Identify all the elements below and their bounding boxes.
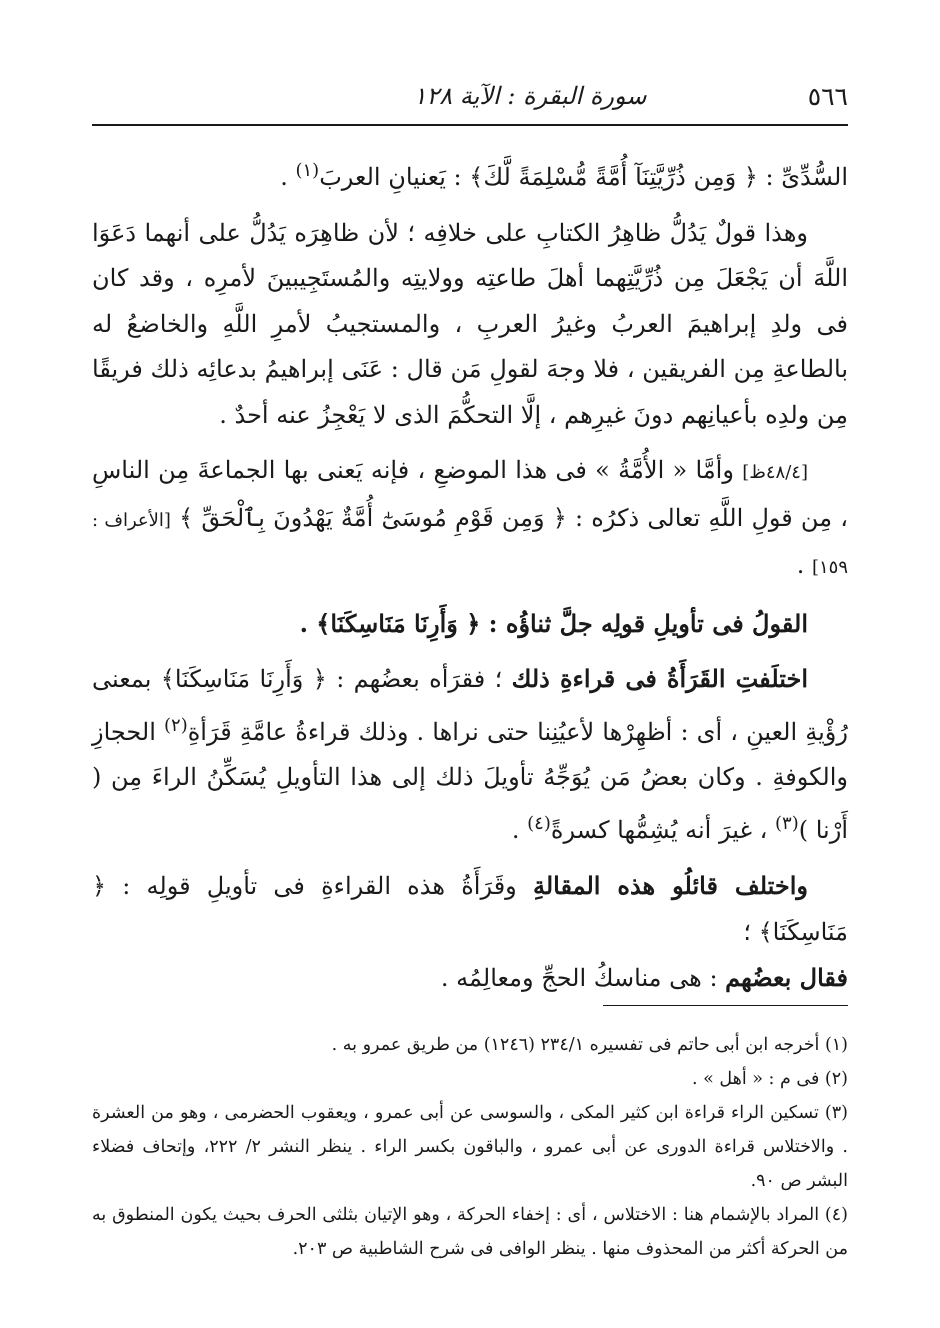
paragraph-3 xyxy=(92,448,848,591)
heading-text: القولُ فى تأويلِ قولِه جلَّ ثناؤُه : xyxy=(480,608,808,638)
text: ؛ xyxy=(743,917,759,946)
footnote-4: (٤) المراد بالإشمام هنا : الاختلاس ، أى : إخفاء الحركة ، وهو الإتيان بثلثى الحرف بحيث يكون المنطوق به من الحركة أكثر من المحذوف منها . ينظر الوافى فى شرح الشاطبية ص ٢٠٣. xyxy=(92,1205,848,1259)
text: الحجازِ والكوفةِ . وكان بعضُ مَن يُوَجِّهُ تأويلَ ذلك إلى هذا التأويلِ يُسَكِّنُ الراءَ مِن ( أَرْنا ) xyxy=(92,717,848,844)
text: بمعنى رُؤْيةِ العينِ ، أى : أظهِرْها لأعيُنِنا حتى نراها . وذلك قراءةُ عامَّةِ قَرَأةِ xyxy=(92,665,848,746)
paragraph-6 xyxy=(92,863,848,1002)
footnote-ref[interactable]: (٣) xyxy=(775,812,799,834)
paragraph-5 xyxy=(92,656,848,853)
bold-lead: فقال بعضُهم xyxy=(725,963,848,992)
text: . xyxy=(299,608,317,638)
footnote-3: (٣) تسكين الراء قراءة ابن كثير المكى ، والسوسى عن أبى عمرو ، ويعقوب الحضرمى ، وهو من العشرة . والاختلاس قراءة الدورى عن أبى عمرو ، والباقون بكسر الراء . ينظر النشر ٢/ ٢٢٢، وإتحاف فضلاء البشر ص ٩٠. xyxy=(92,1103,848,1191)
quran-verse: ﴿ وَأَرِنَا مَنَاسِكَنَا﴾ xyxy=(316,608,481,638)
text: . xyxy=(511,815,528,844)
page-marker: [٤٨/٤ظ] xyxy=(742,462,808,483)
quran-verse: ﴿ وَمِن قَوْمِ مُوسَىٰٓ أُمَّةٌ يَهْدُونَ بِٱلْحَقِّ ﴾ xyxy=(179,503,567,532)
page-number: ٥٦٦ xyxy=(807,82,848,111)
text: وأمَّا « الأُمَّةُ » فى هذا الموضعِ ، فإنه يَعنى بها الجماعةَ مِن الناسِ ، مِن قولِ اللَّهِ تعالى ذكرُه : xyxy=(92,456,848,532)
text: ؛ فقرَأه بعضُهم : xyxy=(326,665,512,693)
text: . xyxy=(280,163,296,191)
text: : يَعنيانِ العربَ xyxy=(319,163,470,191)
text: : هى مناسكُ الحجِّ ومعالِمُه . xyxy=(440,964,726,992)
running-title: سورة البقرة : الآية ١٢٨ xyxy=(413,82,647,110)
text: . xyxy=(796,551,812,579)
quran-verse: ﴿ وَأَرِنَا مَنَاسِكَنَا﴾ xyxy=(160,665,327,693)
footnotes xyxy=(92,1028,848,1266)
text: ، غيرَ أنه يُشِمُّها كسرةً xyxy=(550,815,776,844)
footnote-ref[interactable]: (٢) xyxy=(163,714,188,736)
header-rule xyxy=(92,124,848,126)
bold-lead: اختلَفتِ القَرَأَةُ فى قراءةِ ذلك xyxy=(511,664,809,693)
footnote-rule xyxy=(603,1005,848,1006)
footnote-ref[interactable]: (٤) xyxy=(527,812,551,834)
verse-citation: [الأعراف : ١٥٩] xyxy=(92,509,848,578)
quran-verse: ﴿ مَنَاسِكَنَا﴾ xyxy=(92,872,848,946)
page-header xyxy=(92,78,848,118)
footnote-1: (١) أخرجه ابن أبى حاتم فى تفسيره ٢٣٤/١ (١٢٤٦) من طريق عمرو به . xyxy=(331,1035,848,1055)
footnote-ref[interactable]: (١) xyxy=(295,160,320,181)
quran-verse: ﴿ وَمِن ذُرِّيَّتِنَآ أُمَّةً مُّسْلِمَةً لَّكَ﴾ xyxy=(469,163,758,191)
text: وقَرَأَةُ هذه القراءةِ فى تأويلِ قولِه : xyxy=(106,872,533,900)
paragraph-2: وهذا قولٌ يَدُلُّ ظاهِرُ الكتابِ على خلافِه ؛ لأن ظاهِرَه يَدُلُّ على أنهما دَعَوَا اللَّهَ أن يَجْعَلَ مِن ذُرِّيَّتِهما أهلَ طاعتِه وولايتِه والمُستَجِيبينَ لأمرِه ، وقد كان فى ولدِ إبراهيمَ العربُ وغيرُ العربِ ، والمستجيبُ لأمرِ اللَّهِ والخاضعُ له بالطاعةِ مِن الفريقين ، فلا وجهَ لقولِ مَن قال : عَنَى إبراهيمُ بدعائِه ذلك فريقًا مِن ولدِه بأعيانِهم دونَ غيرِهم ، إلَّا التحكُّمَ الذى لا يَعْجِزُ عنه أحدٌ . xyxy=(92,218,848,429)
footnote-2: (٢) فى م : « أهل » . xyxy=(691,1069,848,1089)
bold-lead: واختلف قائلُو هذه المقالةِ xyxy=(532,871,808,900)
main-text xyxy=(92,148,848,1002)
paragraph-1 xyxy=(92,148,848,201)
section-heading xyxy=(92,601,848,647)
text: السُّدِّىِّ : xyxy=(757,163,848,191)
